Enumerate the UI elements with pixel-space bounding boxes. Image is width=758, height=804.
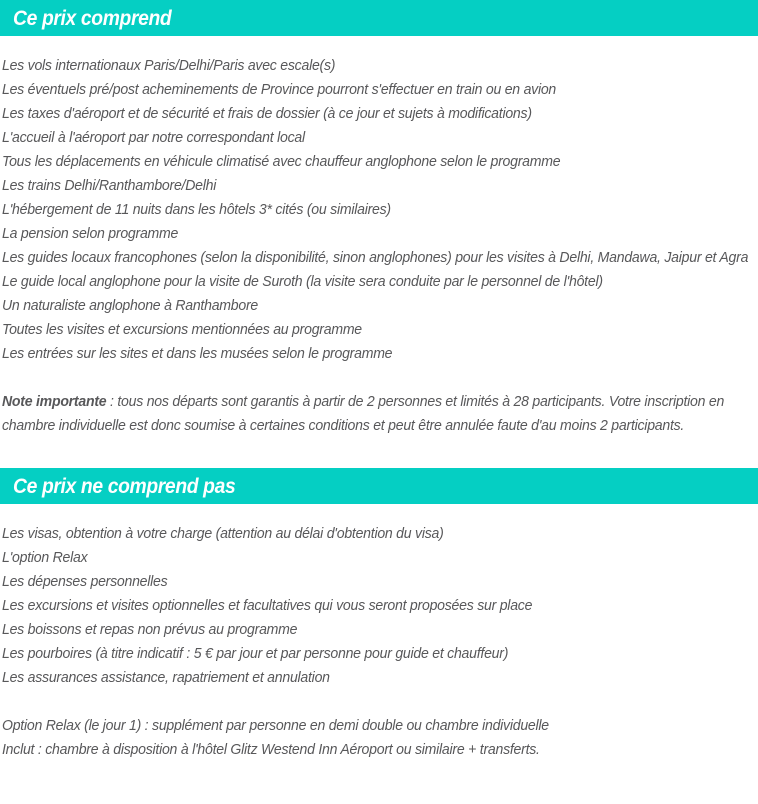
footnote: Option Relax (le jour 1) : supplément par personne en demi double ou chambre individuelle xyxy=(2,718,549,734)
footnote: Inclut : chambre à disposition à l'hôtel Glitz Westend Inn Aéroport ou similaire + transferts. xyxy=(2,742,540,758)
list-item: Les dépenses personnelles xyxy=(2,574,168,590)
list-item: Toutes les visites et excursions mentionnées au programme xyxy=(2,322,362,338)
header-body-gap xyxy=(0,36,758,54)
list-item: Les guides locaux francophones (selon la disponibilité, sinon anglophones) pour les visites à Delhi, Mandawa, Jaipur et Agra xyxy=(2,250,749,266)
list-item: Les pourboires (à titre indicatif : 5 € par jour et par personne pour guide et chauffeur) xyxy=(2,646,509,662)
list-item: Les visas, obtention à votre charge (attention au délai d'obtention du visa) xyxy=(2,526,444,542)
list-item: Un naturaliste anglophone à Ranthambore xyxy=(2,298,259,314)
list-item: L'hébergement de 11 nuits dans les hôtels 3* cités (ou similaires) xyxy=(2,202,391,218)
important-note-text: : tous nos départs sont garantis à partir de 2 personnes et limités à 28 participants. Votre inscription en chambre individuelle est donc soumise à certaines conditions et peut être annulée faute d'au moins 2 participants. xyxy=(2,394,725,434)
list-item: Les boissons et repas non prévus au programme xyxy=(2,622,298,638)
list-item: Les excursions et visites optionnelles et facultatives qui vous seront proposées sur place xyxy=(2,598,533,614)
section-title-includes: Ce prix comprend xyxy=(13,6,172,30)
section-header-excludes xyxy=(0,468,758,504)
section-body-includes xyxy=(0,54,758,438)
list-item: Les vols internationaux Paris/Delhi/Paris avec escale(s) xyxy=(2,58,336,74)
list-item: Les assurances assistance, rapatriement et annulation xyxy=(2,670,330,686)
list-item: Les éventuels pré/post acheminements de Province pourront s'effectuer en train ou en avion xyxy=(2,82,557,98)
section-header-includes xyxy=(0,0,758,36)
header-body-gap xyxy=(0,504,758,522)
list-item: Tous les déplacements en véhicule climatisé avec chauffeur anglophone selon le programme xyxy=(2,154,561,170)
important-note-label: Note importante xyxy=(2,394,107,410)
list-item: Les entrées sur les sites et dans les musées selon le programme xyxy=(2,346,393,362)
section-divider-gap xyxy=(0,438,758,468)
blank-line xyxy=(2,366,756,390)
section-title-excludes: Ce prix ne comprend pas xyxy=(13,474,236,498)
list-item: La pension selon programme xyxy=(2,226,179,242)
section-body-excludes xyxy=(0,522,758,762)
list-item: L'option Relax xyxy=(2,550,88,566)
important-note xyxy=(2,390,756,438)
list-item: L'accueil à l'aéroport par notre correspondant local xyxy=(2,130,305,146)
list-item: Le guide local anglophone pour la visite de Suroth (la visite sera conduite par le personnel de l'hôtel) xyxy=(2,274,603,290)
list-item: Les taxes d'aéroport et de sécurité et frais de dossier (à ce jour et sujets à modifications) xyxy=(2,106,532,122)
list-item: Les trains Delhi/Ranthambore/Delhi xyxy=(2,178,217,194)
blank-line xyxy=(2,690,756,714)
